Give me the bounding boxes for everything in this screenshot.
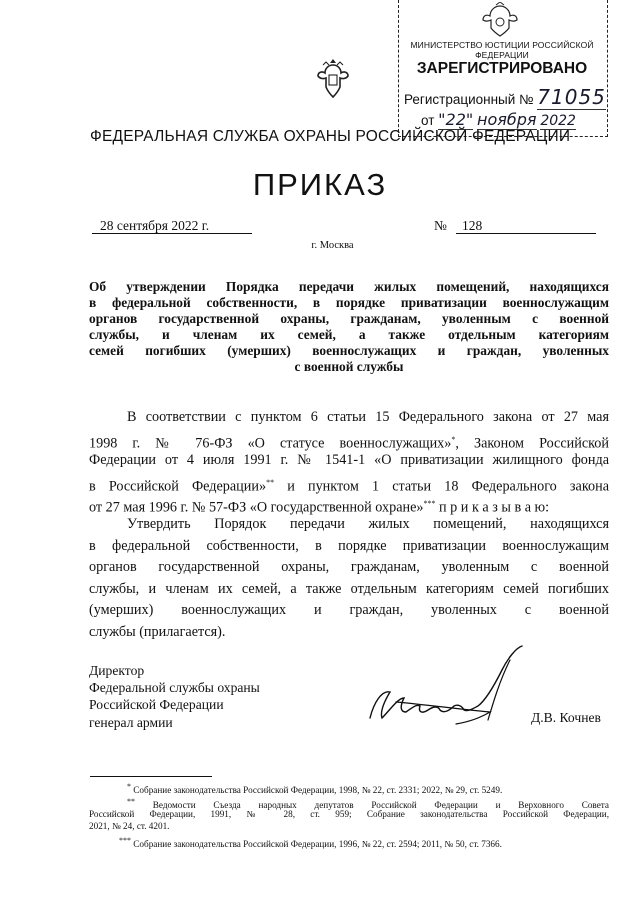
para1-fragment: и пунктом 1 статьи 18 Федерального закона: [274, 478, 609, 495]
signatory-name: Д.В. Кочнев: [531, 710, 601, 725]
para1-fragment: п р и к а з ы в а ю:: [439, 499, 550, 516]
footnote-text: Ведомости Съезда народных депутатов Российской Федерации и Верховного Совета: [152, 800, 610, 811]
footnote-continued: Российской Федерации, 1991, № 28, ст. 959; Собрание законодательства Российской Федерации,: [89, 809, 609, 819]
order-heading: [89, 279, 609, 359]
heading-line: семей погибших (умерших) военнослужащих и граждан, уволенных: [89, 343, 609, 358]
footnote: [89, 781, 609, 796]
footnote-mark: **: [266, 478, 275, 487]
footnote-text: Собрание законодательства Российской Федерации, 1998, № 22, ст. 2331; 2022, № 29, ст. 5249.: [133, 785, 503, 796]
para2-line: службы, и членам их семей, а также отдельным категориям семей погибших: [89, 581, 609, 597]
para1-line: В соответствии с пунктом 6 статьи 15 Федерального закона от 27 мая: [127, 409, 609, 425]
para2-line: службы (прилагается).: [89, 624, 226, 640]
stamp-reg-value: 71055: [537, 85, 606, 109]
footnote-mark: *: [127, 782, 131, 791]
number-underline: [456, 233, 596, 234]
footnote-mark: ***: [423, 499, 436, 508]
document-title: ПРИКАЗ: [252, 167, 388, 202]
handwritten-signature: [360, 640, 530, 730]
date-underline: [92, 233, 252, 234]
stamp-registration-number: [404, 85, 606, 109]
stamp-registered: ЗАРЕГИСТРИРОВАНО: [416, 60, 588, 77]
heading-line-last: с военной службы: [294, 359, 404, 374]
stamp-emblem-icon: [480, 2, 520, 38]
heading-line: службы, и членам их семей, а также отдельным категориям: [89, 327, 609, 342]
para1-line: Федерации от 4 июля 1991 г. № 1541-1 «О приватизации жилищного фонда: [89, 452, 609, 468]
stamp-date-prefix: от: [421, 113, 435, 128]
heading-line: в федеральной собственности, в порядке приватизации военнослужащим: [89, 295, 609, 310]
para1-fragment: от 27 мая 1996 г. № 57-ФЗ «О государственной охране»: [89, 499, 424, 516]
signatory-line: Федеральной службы охраны: [89, 680, 260, 696]
order-number-sign: №: [434, 218, 447, 233]
signatory-line: генерал армии: [89, 714, 173, 730]
order-date: 28 сентября 2022 г.: [100, 218, 210, 233]
stamp-date-month: ноября: [477, 110, 537, 129]
stamp-ministry: МИНИСТЕРСТВО ЮСТИЦИИ РОССИЙСКОЙ ФЕДЕРАЦИИ: [410, 40, 594, 60]
para2-line: Утвердить Порядок передачи жилых помещений, находящихся: [127, 516, 609, 532]
para1-fragment: 1998 г. № 76-ФЗ «О статусе военнослужащих»: [89, 435, 452, 452]
stamp-date: [421, 110, 576, 129]
footnote-mark: ***: [119, 836, 131, 845]
para2-line: (умерших) военнослужащих и граждан, уволенных с военной: [89, 602, 609, 618]
para2-line: органов государственной охраны, гражданам, уволенным с военной: [89, 559, 609, 575]
para1-fragment: в Российской Федерации»: [89, 478, 267, 495]
footnote-text: Собрание законодательства Российской Федерации, 1996, № 22, ст. 2594; 2011, № 50, ст. 7366.: [133, 839, 502, 850]
footnote-divider: [90, 776, 212, 777]
coat-of-arms-icon: [316, 57, 350, 101]
order-number: 128: [462, 218, 483, 233]
footnote-mark: **: [127, 797, 135, 806]
city: г. Москва: [311, 240, 354, 251]
signatory-line: Российской Федерации: [89, 697, 224, 713]
agency-name: ФЕДЕРАЛЬНАЯ СЛУЖБА ОХРАНЫ РОССИЙСКОЙ ФЕДЕРАЦИИ: [90, 128, 571, 145]
para2-line: в федеральной собственности, в порядке приватизации военнослужащим: [89, 538, 609, 554]
stamp-reg-label: Регистрационный №: [404, 92, 534, 107]
signatory-block: [89, 662, 260, 731]
footnote-continued: 2021, № 24, ст. 4201.: [89, 821, 170, 831]
footnote: [89, 835, 609, 850]
signatory-line: Директор: [89, 663, 145, 678]
heading-line: органов государственной охраны, гражданам, уволенным с военной: [89, 311, 609, 326]
heading-line: Об утверждении Порядка передачи жилых помещений, находящихся: [89, 279, 609, 294]
para1-fragment: , Законом Российской: [455, 435, 609, 452]
stamp-date-year: 2022: [540, 113, 576, 129]
stamp-date-day: "22": [438, 110, 474, 129]
footnote-mark: *: [451, 435, 456, 444]
